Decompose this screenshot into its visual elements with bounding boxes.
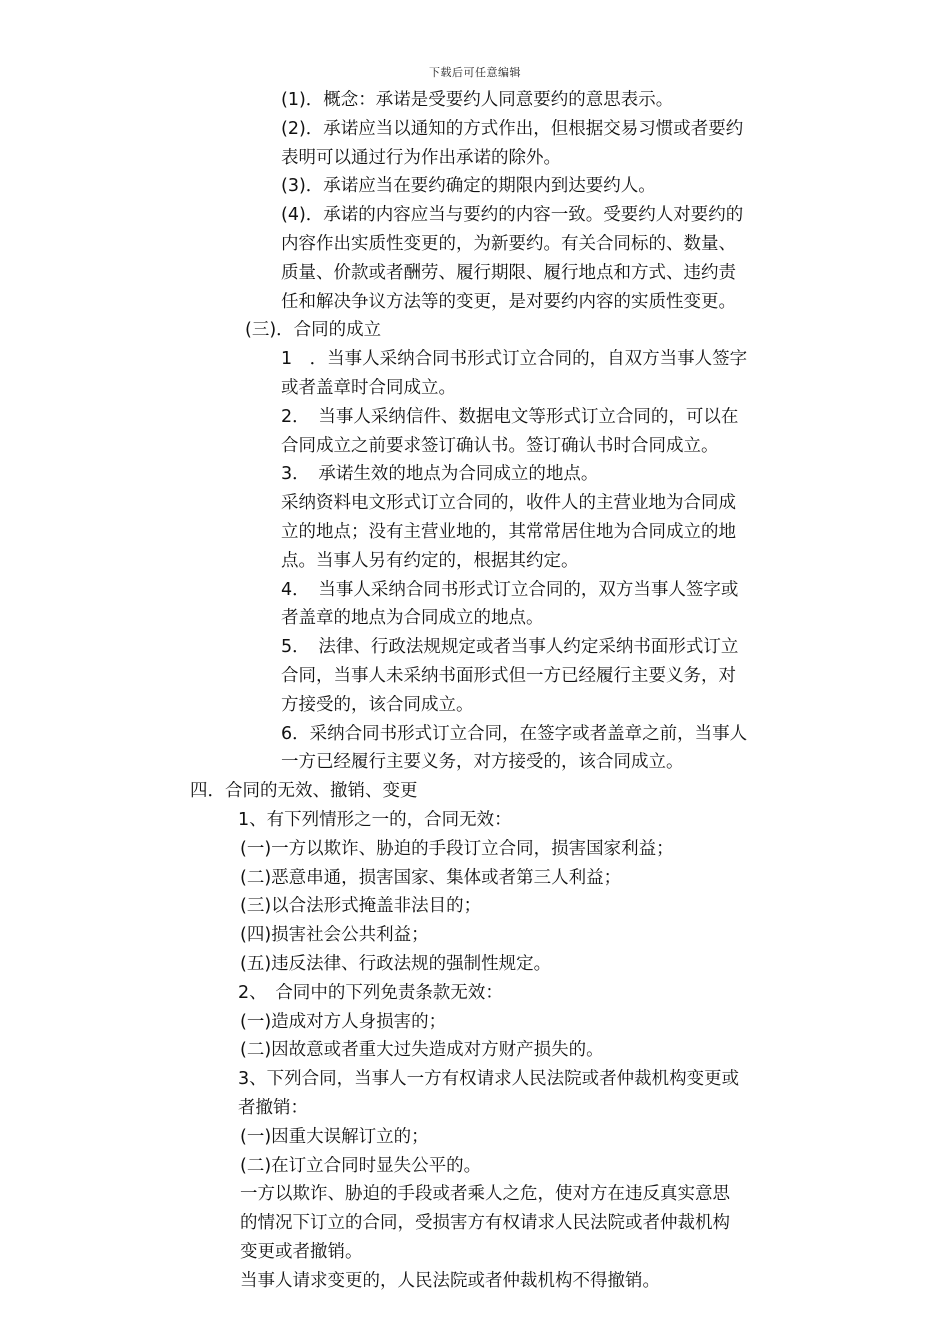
text-line: 变更或者撤销。	[240, 1242, 363, 1262]
text-line: 四．合同的无效、撤销、变更	[190, 781, 418, 802]
text-line: 或者盖章时合同成立。	[281, 378, 456, 398]
text-line: (四)损害社会公共利益；	[240, 925, 429, 946]
text-line: 当事人请求变更的，人民法院或者仲裁机构不得撤销。	[240, 1270, 660, 1291]
text-line: 采纳资料电文形式订立合同的，收件人的主营业地为合同成	[281, 493, 736, 514]
text-line: 者撤销：	[238, 1098, 308, 1118]
text-line: 合同，当事人未采纳书面形式但一方已经履行主要义务，对	[281, 666, 736, 686]
text-line: (1)．概念：承诺是受要约人同意要约的意思表示。	[281, 90, 674, 110]
text-line: 的情况下订立的合同，受损害方有权请求人民法院或者仲裁机构	[240, 1213, 730, 1234]
text-line: 者盖章的地点为合同成立的地点。	[281, 608, 544, 629]
text-line: 表明可以通过行为作出承诺的除外。	[281, 147, 561, 168]
text-line: (五)违反法律、行政法规的强制性规定。	[240, 954, 552, 974]
text-line: 1、有下列情形之一的，合同无效：	[238, 810, 512, 830]
text-line: 一方以欺诈、胁迫的手段或者乘人之危，使对方在违反真实意思	[240, 1184, 730, 1205]
text-line: (2)．承诺应当以通知的方式作出，但根据交易习惯或者要约	[281, 118, 744, 139]
text-line: 任和解决争议方法等的变更，是对要约内容的实质性变更。	[281, 291, 736, 312]
text-line: (三)以合法形式掩盖非法目的；	[240, 896, 482, 917]
text-line: 2． 当事人采纳信件、数据电文等形式订立合同的，可以在	[281, 406, 739, 427]
text-line: 一方已经履行主要义务，对方接受的，该合同成立。	[281, 752, 684, 773]
text-line: 6．采纳合同书形式订立合同，在签字或者盖章之前，当事人	[281, 723, 748, 744]
text-line: 3、下列合同，当事人一方有权请求人民法院或者仲裁机构变更或	[238, 1069, 740, 1090]
text-line: 4． 当事人采纳合同书形式订立合同的，双方当事人签字或	[281, 579, 739, 600]
text-line: 1 ．当事人采纳合同书形式订立合同的，自双方当事人签字	[281, 349, 748, 370]
text-line: 内容作出实质性变更的，为新要约。有关合同标的、数量、	[281, 234, 736, 254]
text-line: (4)．承诺的内容应当与要约的内容一致。受要约人对要约的	[281, 205, 744, 226]
text-line: 质量、价款或者酬劳、履行期限、履行地点和方式、违约责	[281, 262, 736, 283]
text-line: 5． 法律、行政法规规定或者当事人约定采纳书面形式订立	[281, 637, 739, 658]
text-line: 3． 承诺生效的地点为合同成立的地点。	[281, 464, 599, 485]
text-line: 2、 合同中的下列免责条款无效：	[238, 982, 503, 1003]
text-line: 合同成立之前要求签订确认书。签订确认书时合同成立。	[281, 435, 719, 456]
text-line: 点。当事人另有约定的，根据其约定。	[281, 550, 579, 571]
text-line: (一)一方以欺诈、胁迫的手段订立合同，损害国家利益；	[240, 838, 674, 859]
text-line: (二)因故意或者重大过失造成对方财产损失的。	[240, 1040, 604, 1061]
text-line: (3)．承诺应当在要约确定的期限内到达要约人。	[281, 176, 656, 197]
text-line: (三)．合同的成立	[245, 320, 382, 341]
text-line: 立的地点；没有主营业地的，其常常居住地为合同成立的地	[281, 522, 736, 542]
text-line: (一)造成对方人身损害的；	[240, 1011, 447, 1032]
page-header: 下载后可任意编辑	[429, 66, 521, 79]
text-line: (二)恶意串通，损害国家、集体或者第三人利益；	[240, 867, 622, 888]
text-line: (一)因重大误解订立的；	[240, 1126, 429, 1147]
text-line: 方接受的，该合同成立。	[281, 694, 474, 715]
text-line: (二)在订立合同时显失公平的。	[240, 1155, 482, 1176]
